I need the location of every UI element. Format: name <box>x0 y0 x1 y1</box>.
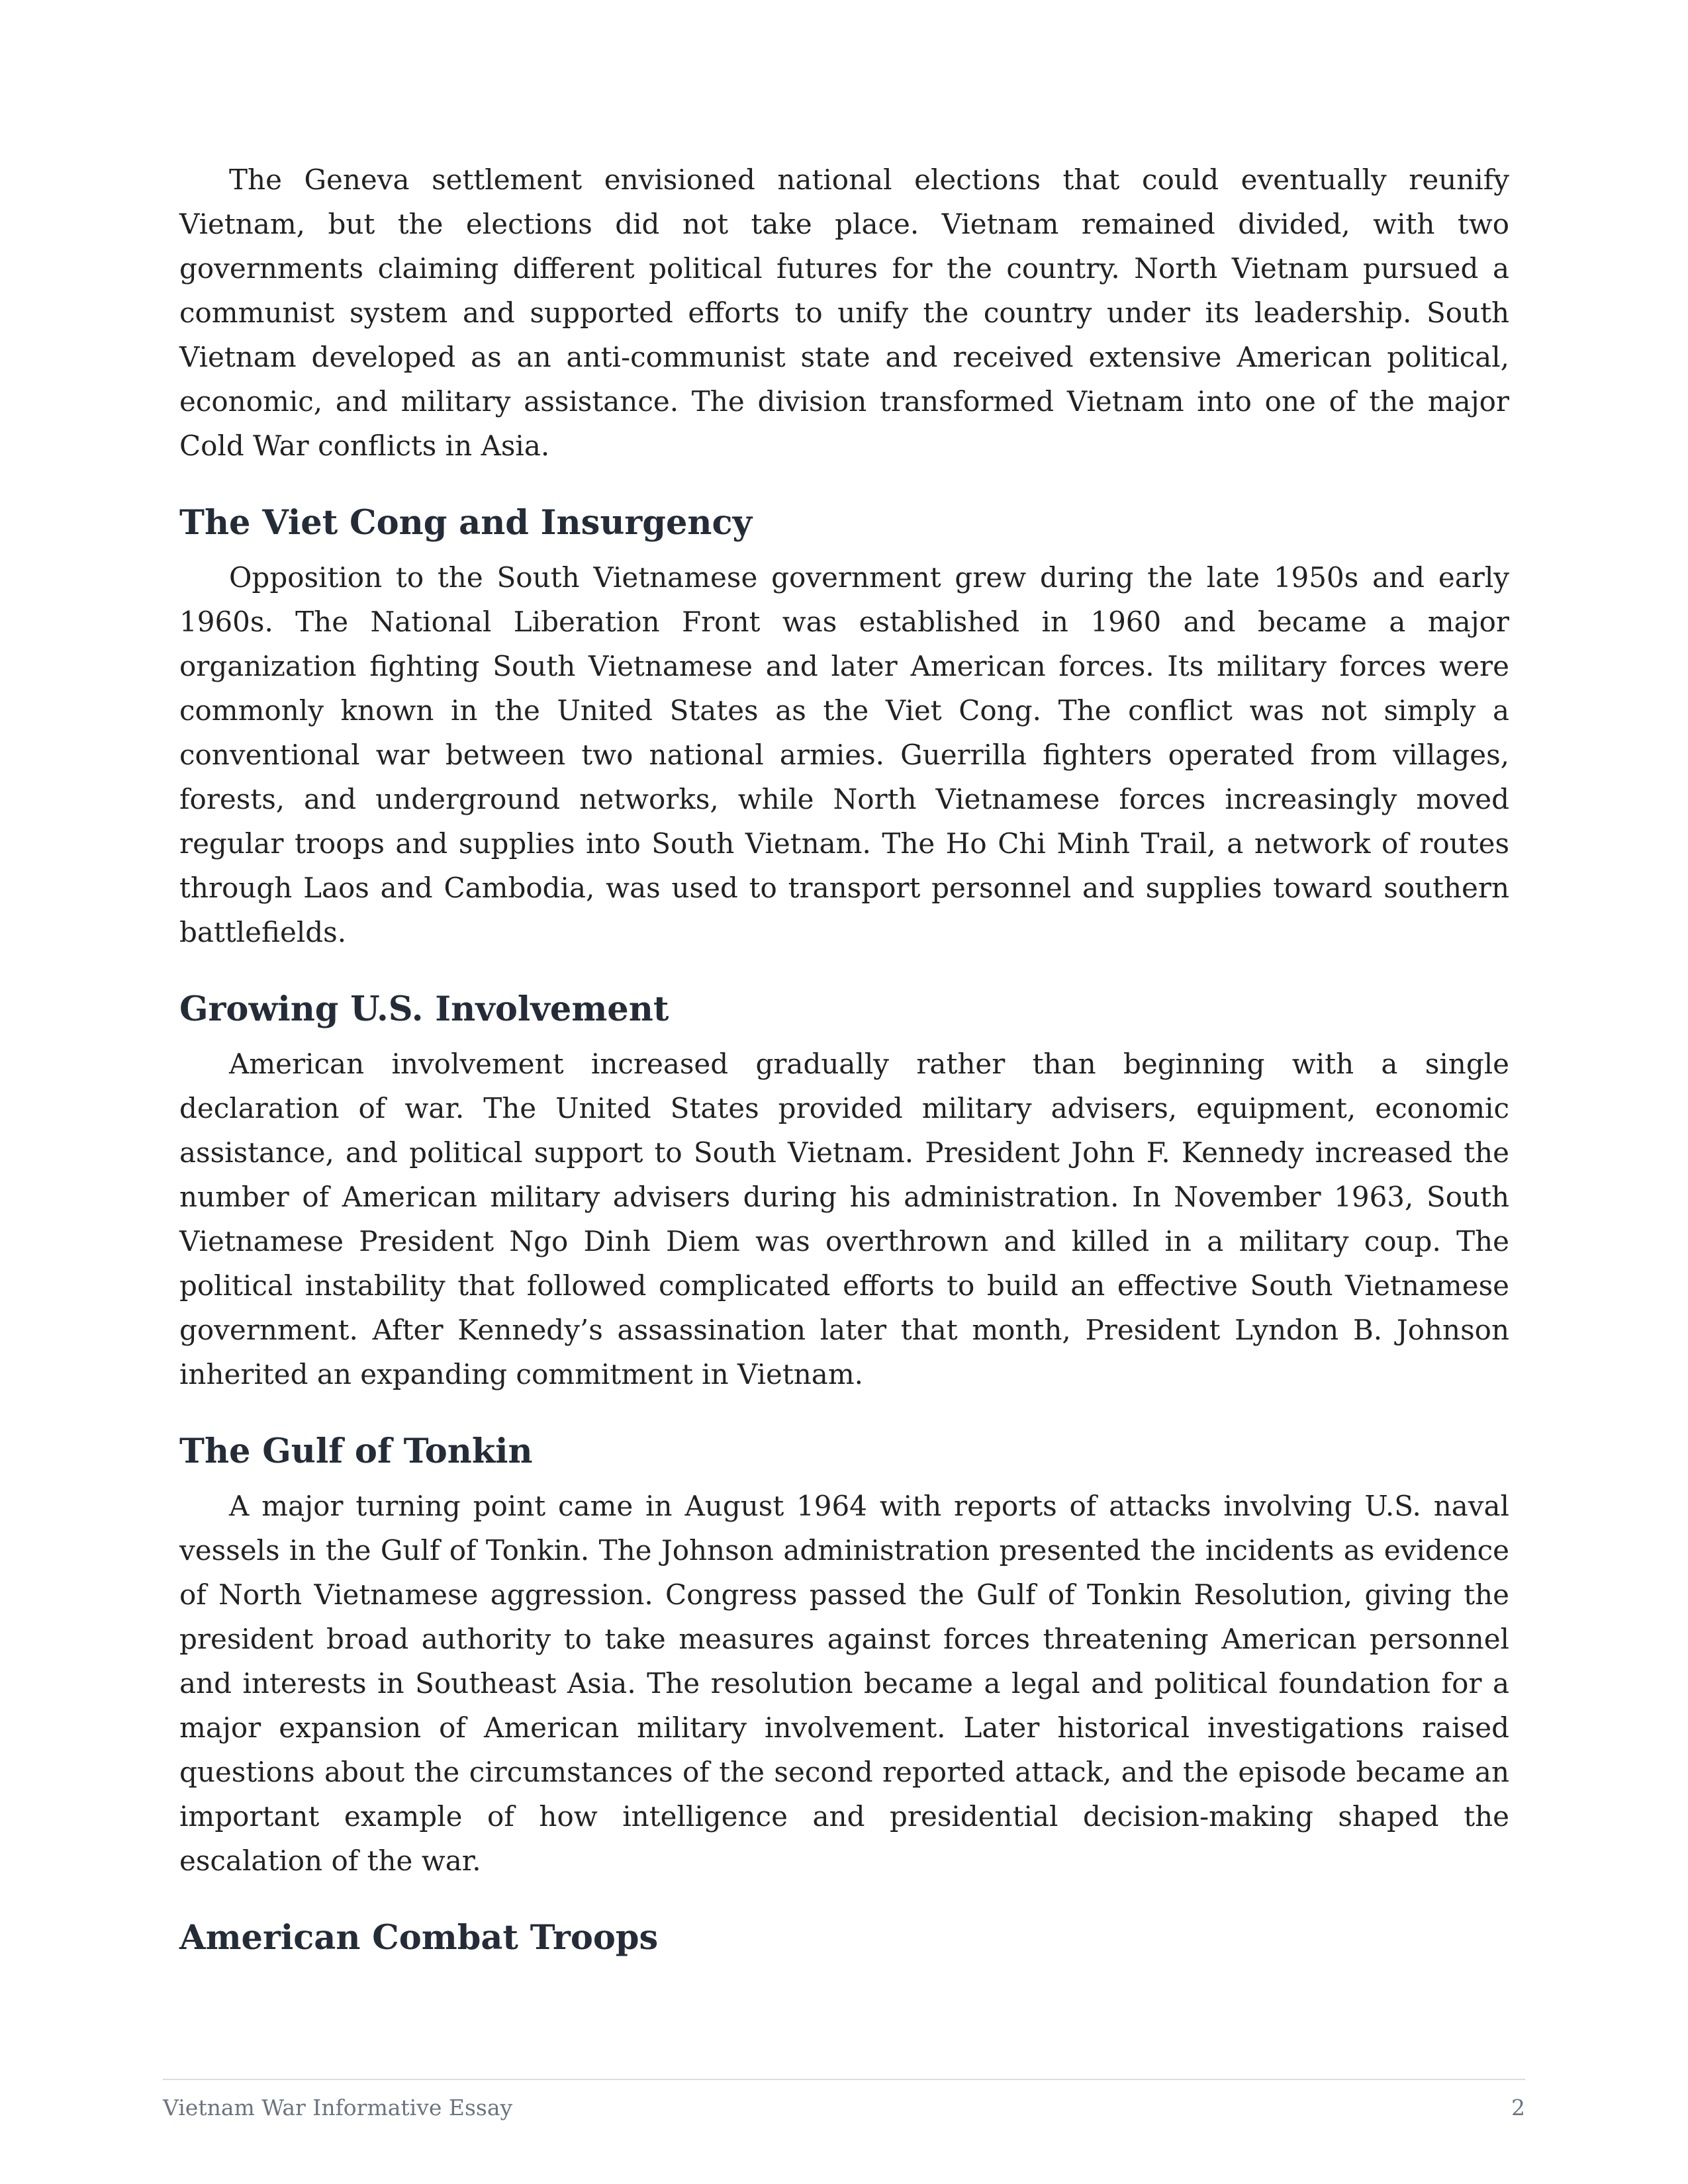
section-paragraph-viet-cong: Opposition to the South Vietnamese government grew during the late 1950s and early 1960s. The National Liberation Front was established in 1960 and became a major organization fighting South Vietnamese and later American forces. Its military forces were commonly known in the United States as the Viet Cong. The conflict was not simply a conventional war between two national armies. Guerrilla fighters operated from villages, forests, and underground networks, while North Vietnamese forces increasingly moved regular troops and supplies into South Vietnam. The Ho Chi Minh Trail, a network of routes through Laos and Cambodia, was used to transport personnel and supplies toward southern battlefields. <box>179 561 1509 948</box>
footer-document-title: Vietnam War Informative Essay <box>163 2095 513 2120</box>
section-heading-us-involvement: Growing U.S. Involvement <box>179 989 669 1029</box>
section-heading-combat-troops: American Combat Troops <box>179 1918 659 1958</box>
section-paragraph-gulf-of-tonkin: A major turning point came in August 1964 with reports of attacks involving U.S. naval vessels in the Gulf of Tonkin. The Johnson administration presented the incidents as evidence of North Vietnamese aggression. Congress passed the Gulf of Tonkin Resolution, giving the president broad authority to take measures against forces threatening American personnel and interests in Southeast Asia. The resolution became a legal and political foundation for a major expansion of American military involvement. Later historical investigations raised questions about the circumstances of the second reported attack, and the episode became an important example of how intelligence and presidential decision-making shaped the escalation of the war. <box>179 1490 1509 1877</box>
section-paragraph-us-involvement: American involvement increased gradually rather than beginning with a single declaration of war. The United States provided military advisers, equipment, economic assistance, and political support to South Vietnam. President John F. Kennedy increased the number of American military advisers during his administration. In November 1963, South Vietnamese President Ngo Dinh Diem was overthrown and killed in a military coup. The political instability that followed complicated efforts to build an effective South Vietnamese government. After Kennedy’s assassination later that month, President Lyndon B. Johnson inherited an expanding commitment in Vietnam. <box>179 1048 1509 1390</box>
intro-paragraph: The Geneva settlement envisioned national elections that could eventually reunify Vietnam, but the elections did not take place. Vietnam remained divided, with two governments claiming different political futures for the country. North Vietnam pursued a communist system and supported efforts to unify the country under its leadership. South Vietnam developed as an anti-communist state and received extensive American political, economic, and military assistance. The division transformed Vietnam into one of the major Cold War conflicts in Asia. <box>179 163 1509 462</box>
section-heading-gulf-of-tonkin: The Gulf of Tonkin <box>179 1432 533 1471</box>
section-heading-viet-cong: The Viet Cong and Insurgency <box>179 503 753 543</box>
document-body <box>179 158 1509 1961</box>
footer-page-number: 2 <box>1511 2095 1525 2120</box>
footer-divider <box>163 2079 1525 2080</box>
